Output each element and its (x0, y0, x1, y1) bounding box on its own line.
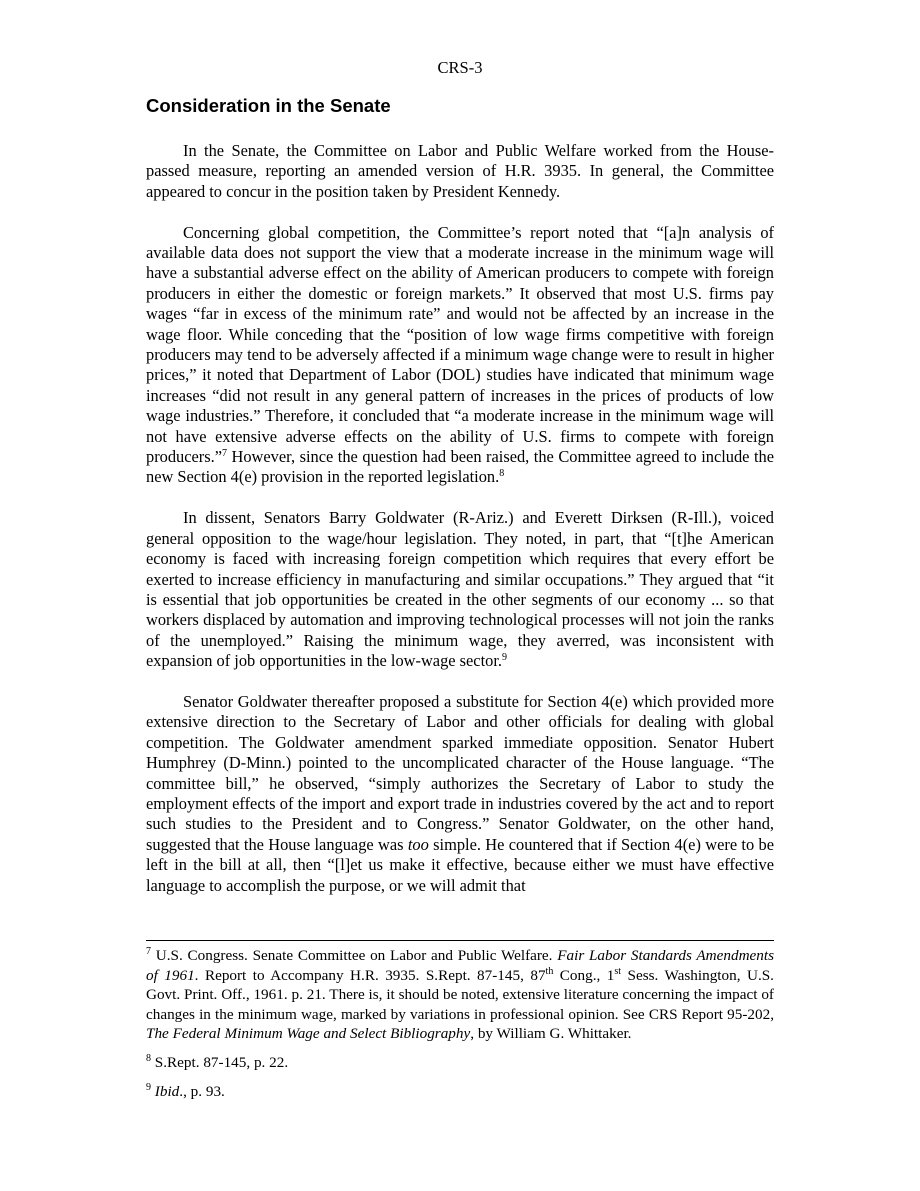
footnote-7-text-d: Sess. Washington, U.S. Govt. Print. Off., 1961. p. 21. There is, it should be noted, extensive literature concerning the impact of changes in the minimum wage, marked by variations in professional opinion. See CRS Report 95-202, (146, 966, 774, 1023)
footnote-9-ibid: Ibid (154, 1082, 180, 1100)
footnote-7-sup-th: th (545, 965, 554, 977)
paragraph-2-text-cont: However, since the question had been raised, the Committee agreed to include the new Section 4(e) provision in the reported legislation. (146, 447, 774, 487)
footnote-8 (146, 1053, 774, 1073)
footnote-ref-9[interactable]: 9 (501, 652, 507, 664)
paragraph-4 (146, 692, 774, 896)
paragraph-4-text-cont: simple. He countered that if Section 4(e) were to be left in the bill at all, then “[l]et us make it effective, because either we must have effective language to accomplish the purpose, or we will admit that (146, 834, 774, 895)
body-text (146, 141, 774, 896)
footnote-7-text-e: , by William G. Whittaker. (470, 1025, 632, 1043)
footnote-ref-8[interactable]: 8 (499, 468, 505, 480)
page-number: CRS-3 (437, 58, 483, 77)
footnote-9-text: ., p. 93. (179, 1082, 225, 1100)
footnote-7-text-c: Cong., 1 (553, 966, 615, 984)
footnotes (146, 946, 774, 1110)
paragraph-3-text: In dissent, Senators Barry Goldwater (R-Ariz.) and Everett Dirksen (R-Ill.), voiced general opposition to the wage/hour legislation. They noted, in part, that “[t]he American economy is faced with increasing foreign competition which requires that every effort be exerted to increase efficiency in manufacturing and similar occupations.” They argued that “it is essential that job opportunities be created in the other segments of our economy ... so that workers displaced by automation and improving technological processes will not join the ranks of the unemployed.” Raising the minimum wage, they averred, was inconsistent with expansion of job opportunities in the low-wage sector. (146, 508, 774, 671)
footnote-7-sup-st: st (614, 965, 622, 977)
footnote-9 (146, 1082, 774, 1102)
footnote-7-number: 7 (146, 946, 151, 957)
footnote-7-text-b: . Report to Accompany H.R. 3935. S.Rept. 87-145, 87 (194, 966, 546, 984)
footnote-7-text: U.S. Congress. Senate Committee on Labor and Public Welfare. (151, 947, 558, 964)
footnote-7-report-title: The Federal Minimum Wage and Select Bibliography (146, 1025, 471, 1043)
section-heading: Consideration in the Senate (146, 95, 391, 116)
footnote-7-title: Fair Labor Standards Amendments of 1961 (146, 947, 775, 984)
footnote-divider (146, 940, 774, 941)
paragraph-2-text: Concerning global competition, the Committee’s report noted that “[a]n analysis of available data does not support the view that a moderate increase in the minimum wage will have a substantial adverse effect on the ability of American producers to compete with foreign producers in either the domestic or foreign markets.” It observed that most U.S. firms pay wages “far in excess of the minimum rate” and would not be affected by an increase in the wage floor. While conceding that the “position of low wage firms competitive with foreign producers may tend to be adversely affected if a minimum wage change were to result in higher prices,” it noted that Department of Labor (DOL) studies have indicated that minimum wage increases “did not result in any general pattern of increases in the prices of products of low wage industries.” Therefore, it concluded that “a moderate increase in the minimum wage will not have extensive adverse effects on the ability of U.S. firms to compete with foreign producers.” (146, 222, 774, 467)
footnote-9-number: 9 (146, 1081, 151, 1093)
footnote-7 (146, 946, 774, 1044)
paragraph-2 (146, 223, 774, 488)
footnote-8-text: S.Rept. 87-145, p. 22. (151, 1053, 289, 1071)
footnote-8-number: 8 (146, 1052, 151, 1064)
paragraph-4-emphasis: too (407, 834, 429, 854)
paragraph-1: In the Senate, the Committee on Labor and Public Welfare worked from the House-passed measure, reporting an amended version of H.R. 3935. In general, the Committee appeared to concur in the position taken by President Kennedy. (146, 141, 774, 201)
paragraph-3 (146, 508, 774, 671)
paragraph-4-text: Senator Goldwater thereafter proposed a substitute for Section 4(e) which provided more extensive direction to the Secretary of Labor and other officials for dealing with global competition. The Goldwater amendment sparked immediate opposition. Senator Hubert Humphrey (D-Minn.) pointed to the uncomplicated character of the House language. “The committee bill,” he observed, “simply authorizes the Secretary of Labor to study the employment effects of the import and export trade in industries covered by the act and to report such studies to the President and to Congress.” Senator Goldwater, on the other hand, suggested that the House language was (146, 691, 774, 854)
footnote-ref-7[interactable]: 7 (222, 448, 227, 460)
